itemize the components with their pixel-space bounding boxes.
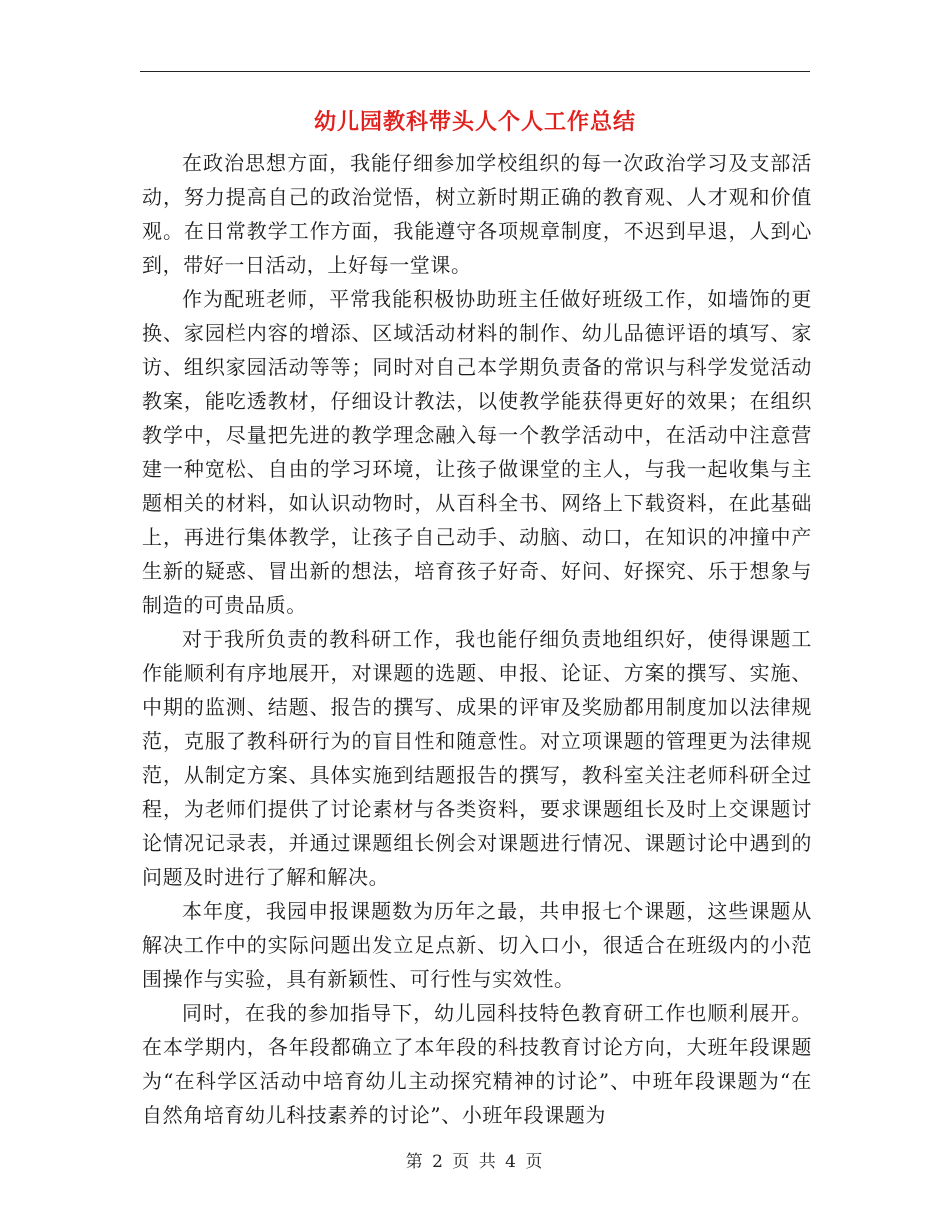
document-title: 幼儿园教科带头人个人工作总结 (313, 110, 636, 135)
page-number-footer: 第 2 页 共 4 页 (405, 1152, 545, 1172)
header-rule (140, 71, 810, 72)
paragraph: 对于我所负责的教科研工作，我也能仔细负责地组织好，使得课题工作能顺利有序地展开，对课题的选题、申报、论证、方案的撰写、实施、中期的监测、结题、报告的撰写、成果的评审及奖励都用制度加以法律规范，克服了教科研行为的盲目性和随意性。对立项课题的管理更为法律规范，从制定方案、具体实施到结题报告的撰写，教科室关注老师科研全过程，为老师们提供了讨论素材与各类资料，要求课题组长及时上交课题讨论情况记录表，并通过课题组长例会对课题进行情况、课题讨论中遇到的问题及时进行了解和解决。 (142, 627, 812, 889)
paragraph: 在政治思想方面，我能仔细参加学校组织的每一次政治学习及支部活动，努力提高自己的政治觉悟，树立新时期正确的教育观、人才观和价值观。在日常教学工作方面，我能遵守各项规章制度，不迟到早退，人到心到，带好一日活动，上好每一堂课。 (142, 151, 812, 277)
paragraph: 作为配班老师，平常我能积极协助班主任做好班级工作，如墙饰的更换、家园栏内容的增添、区域活动材料的制作、幼儿品德评语的填写、家访、组织家园活动等等；同时对自己本学期负责备的常识与科学发觉活动教案，能吃透教材，仔细设计教法，以使教学能获得更好的效果；在组织教学中，尽量把先进的教学理念融入每一个教学活动中，在活动中注意营建一种宽松、自由的学习环境，让孩子做课堂的主人，与我一起收集与主题相关的材料，如认识动物时，从百科全书、网络上下载资料，在此基础上，再进行集体教学，让孩子自己动手、动脑、动口，在知识的冲撞中产生新的疑惑、冒出新的想法，培育孩子好奇、好问、好探究、乐于想象与制造的可贵品质。 (142, 287, 812, 617)
paragraph: 同时，在我的参加指导下，幼儿园科技特色教育研工作也顺利展开。在本学期内，各年段都确立了本年段的科技教育讨论方向，大班年段课题为“在科学区活动中培育幼儿主动探究精神的讨论”、中班年段课题为“在自然角培育幼儿科技素养的讨论”、小班年段课题为 (142, 1001, 812, 1127)
document-body (142, 146, 812, 1132)
paragraph: 本年度，我园申报课题数为历年之最，共申报七个课题，这些课题从解决工作中的实际问题出发立足点新、切入口小，很适合在班级内的小范围操作与实验，具有新颖性、可行性与实效性。 (142, 899, 812, 991)
